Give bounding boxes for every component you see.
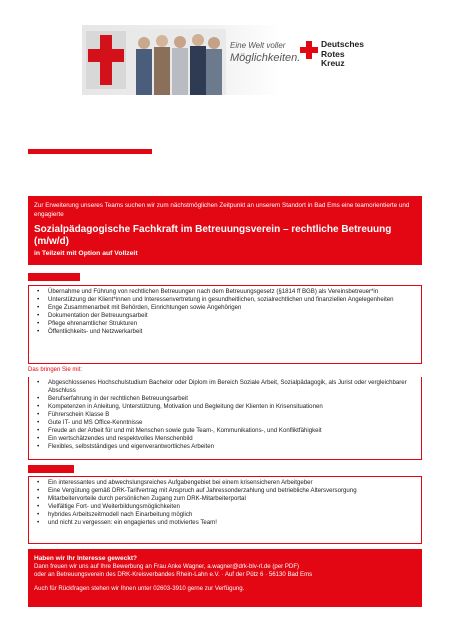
- org-name-line2: Rotes: [321, 48, 345, 59]
- list-item: • Übernahme und Führung von rechtlichen Betreuungen nach dem Betreuungsgesetz (§1814 ff BGB) als Vereinsbetreuer*in: [33, 288, 417, 296]
- offer-box: [28, 476, 422, 544]
- contact-line3: Auch für Rückfragen stehen wir Ihnen unter 02603-3910 gerne zur Verfügung.: [34, 585, 245, 592]
- list-item: • Mitarbeitervorteile durch persönlichen Zugang zum DRK-Mitarbeiterportal: [33, 495, 417, 503]
- headline-intro: Zur Erweiterung unseres Teams suchen wir zum nächstmöglichen Zeitpunkt an unserem Standort in Bad Ems eine teamorientierte und engagierte: [34, 202, 410, 218]
- list-item: • Eine Vergütung gemäß DRK-Tarifvertrag mit Anspruch auf Jahressonderzahlung und betriebliche Altersversorgung: [33, 487, 417, 495]
- top-red-label: [28, 148, 152, 155]
- profile-box: [28, 377, 422, 460]
- contact-question: Haben wir Ihr Interesse geweckt?: [34, 555, 137, 562]
- job-title: Sozialpädagogische Fachkraft im Betreuungsverein – rechtliche Betreuung (m/w/d): [34, 224, 392, 247]
- headline-block: [28, 196, 422, 265]
- contact-line2: oder an Betreuungsverein des DRK-Kreisverbandes Rhein-Lahn e.V. · Auf der Pütz 6 · 56130 Bad Ems: [34, 571, 313, 578]
- list-item: • Öffentlichkeits- und Netzwerkarbeit: [33, 328, 417, 336]
- list-item: • Abgeschlossenes Hochschulstudium Bachelor oder Diplom im Bereich Soziale Arbeit, Sozialpädagogik, als Jurist oder vergleichbarer Abschluss: [33, 379, 417, 395]
- job-subtitle: in Teilzeit mit Option auf Vollzeit: [34, 250, 138, 257]
- banner-tagline-line2: Möglichkeiten.: [230, 52, 301, 64]
- red-cross-photo-icon: [86, 31, 126, 89]
- list-item: • Gute IT- und MS Office-Kenntnisse: [33, 419, 417, 427]
- tasks-box: [28, 285, 422, 364]
- contact-block: [28, 549, 422, 607]
- list-item: • Pflege ehrenamtlicher Strukturen: [33, 320, 417, 328]
- list-item: • hybrides Arbeitszeitmodell nach Einarbeitung möglich: [33, 511, 417, 519]
- list-item: • Unterstützung der Klient*innen und Interessenvertretung in gesundheitlichen, sozialrechtlichen und finanziellen Angelegenheiten: [33, 296, 417, 304]
- list-item: • Flexibles, selbstständiges und eigenverantwortliches Arbeiten: [33, 443, 417, 451]
- list-item: • Führerschein Klasse B: [33, 411, 417, 419]
- team-photo-icon: [126, 29, 226, 95]
- section-label-tasks: [28, 273, 80, 281]
- list-item: • Kompetenzen in Anleitung, Unterstützung, Motivation und Begleitung der Klienten in Krisensituationen: [33, 403, 417, 411]
- section-label-profile: Das bringen Sie mit:: [28, 367, 83, 373]
- offer-list: [33, 479, 417, 527]
- section-label-offer: [28, 465, 74, 473]
- list-item: • Vielfältige Fort- und Weiterbildungsmöglichkeiten: [33, 503, 417, 511]
- list-item: • und nicht zu vergessen: ein engagiertes und motiviertes Team!: [33, 519, 417, 527]
- list-item: • Enge Zusammenarbeit mit Behörden, Einrichtungen sowie Angehörigen: [33, 304, 417, 312]
- org-name: [321, 40, 364, 69]
- org-name-line1: Deutsches: [321, 39, 364, 49]
- list-item: • Freude an der Arbeit für und mit Menschen sowie gute Team-, Kommunikations-, und Konfliktfähigkeit: [33, 427, 417, 435]
- list-item: • Ein interessantes und abwechslungsreiches Aufgabengebiet bei einem krisensicheren Arbeitgeber: [33, 479, 417, 487]
- list-item: • Dokumentation der Betreuungsarbeit: [33, 312, 417, 320]
- profile-list: [33, 379, 417, 451]
- list-item: • Ein wertschätzendes und respektvolles Menschenbild: [33, 435, 417, 443]
- tasks-list: [33, 288, 417, 336]
- org-name-line3: Kreuz: [321, 58, 345, 68]
- banner-tagline-line1: Eine Welt voller: [230, 41, 286, 50]
- list-item: • Berufserfahrung in der rechtlichen Betreuungsarbeit: [33, 395, 417, 403]
- red-cross-logo-icon: [300, 41, 318, 59]
- contact-line1: Dann freuen wir uns auf Ihre Bewerbung an Frau Anke Wagner, a.wagner@drk-blv-rl.de (per PDF): [34, 563, 300, 570]
